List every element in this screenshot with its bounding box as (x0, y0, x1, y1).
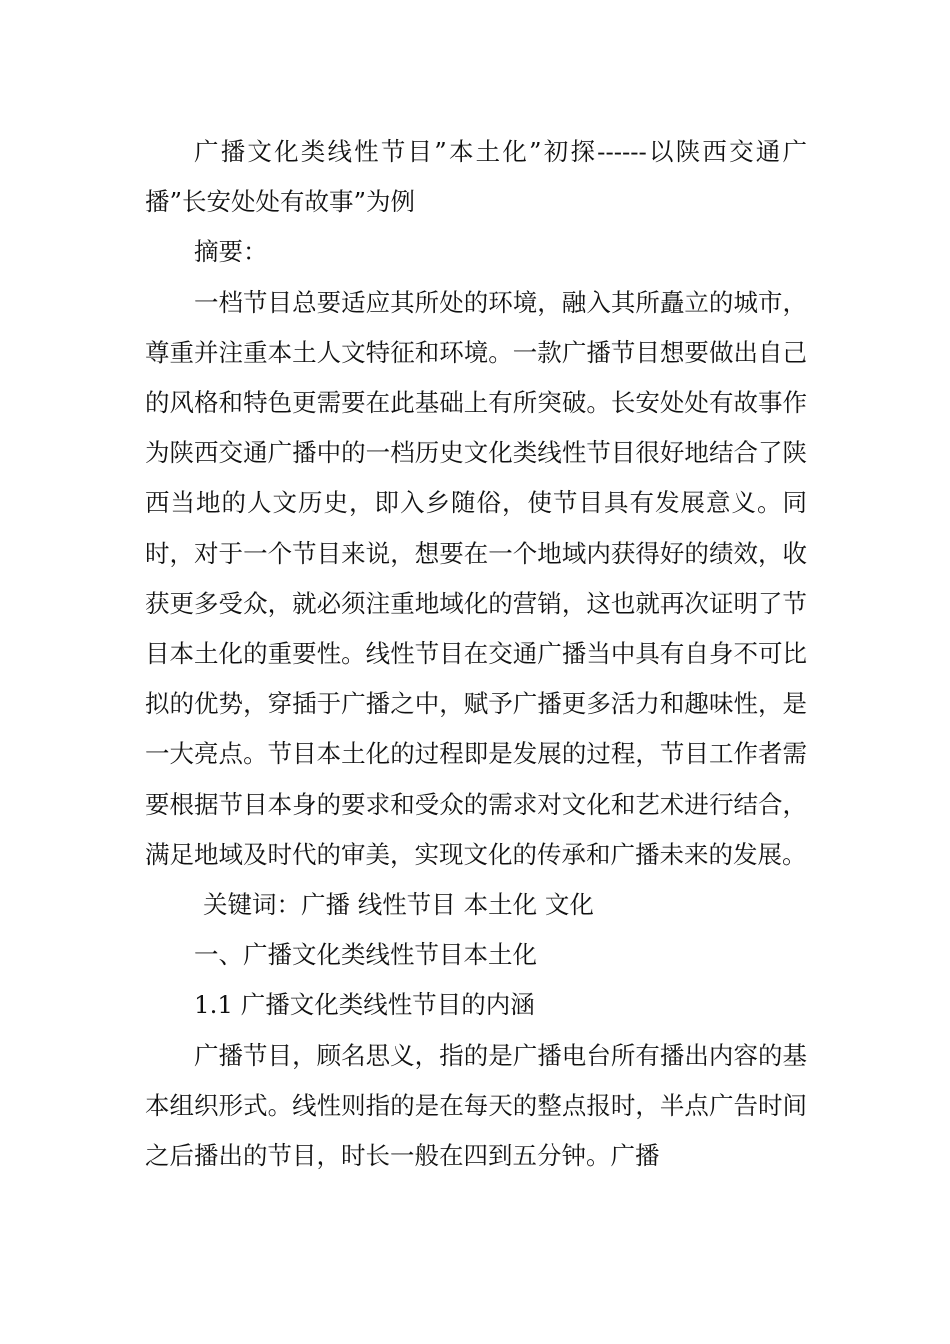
document-title: 广播文化类线性节目”本土化”初探------以陕西交通广播”长安处处有故事”为例 (145, 137, 807, 217)
section-1-heading: 一、广播文化类线性节目本土化 (194, 940, 537, 970)
abstract-label: 摘要： (194, 237, 268, 267)
document-body (145, 127, 807, 1181)
abstract-paragraph: 一档节目总要适应其所处的环境，融入其所矗立的城市，尊重并注重本土人文特征和环境。一款广播节目想要做出自己的风格和特色更需要在此基础上有所突破。长安处处有故事作为陕西交通广播中的一档历史文化类线性节目很好地结合了陕西当地的人文历史，即入乡随俗，使节目具有发展意义。同时，对于一个节目来说，想要在一个地域内获得好的绩效，收获更多受众，就必须注重地域化的营销，这也就再次证明了节目本土化的重要性。线性节目在交通广播当中具有自身不可比拟的优势，穿插于广播之中，赋予广播更多活力和趣味性，是一大亮点。节目本土化的过程即是发展的过程，节目工作者需要根据节目本身的要求和受众的需求对文化和艺术进行结合，满足地域及时代的审美，实现文化的传承和广播未来的发展。 (145, 287, 807, 869)
subsection-1-1-heading: 1.1 广播文化类线性节目的内涵 (194, 990, 535, 1020)
keywords-line: 关键词：广播 线性节目 本土化 文化 (203, 890, 594, 920)
body-paragraph: 广播节目，顾名思义，指的是广播电台所有播出内容的基本组织形式。线性则指的是在每天的整点报时，半点广告时间之后播出的节目，时长一般在四到五分钟。广播 (145, 1040, 807, 1171)
